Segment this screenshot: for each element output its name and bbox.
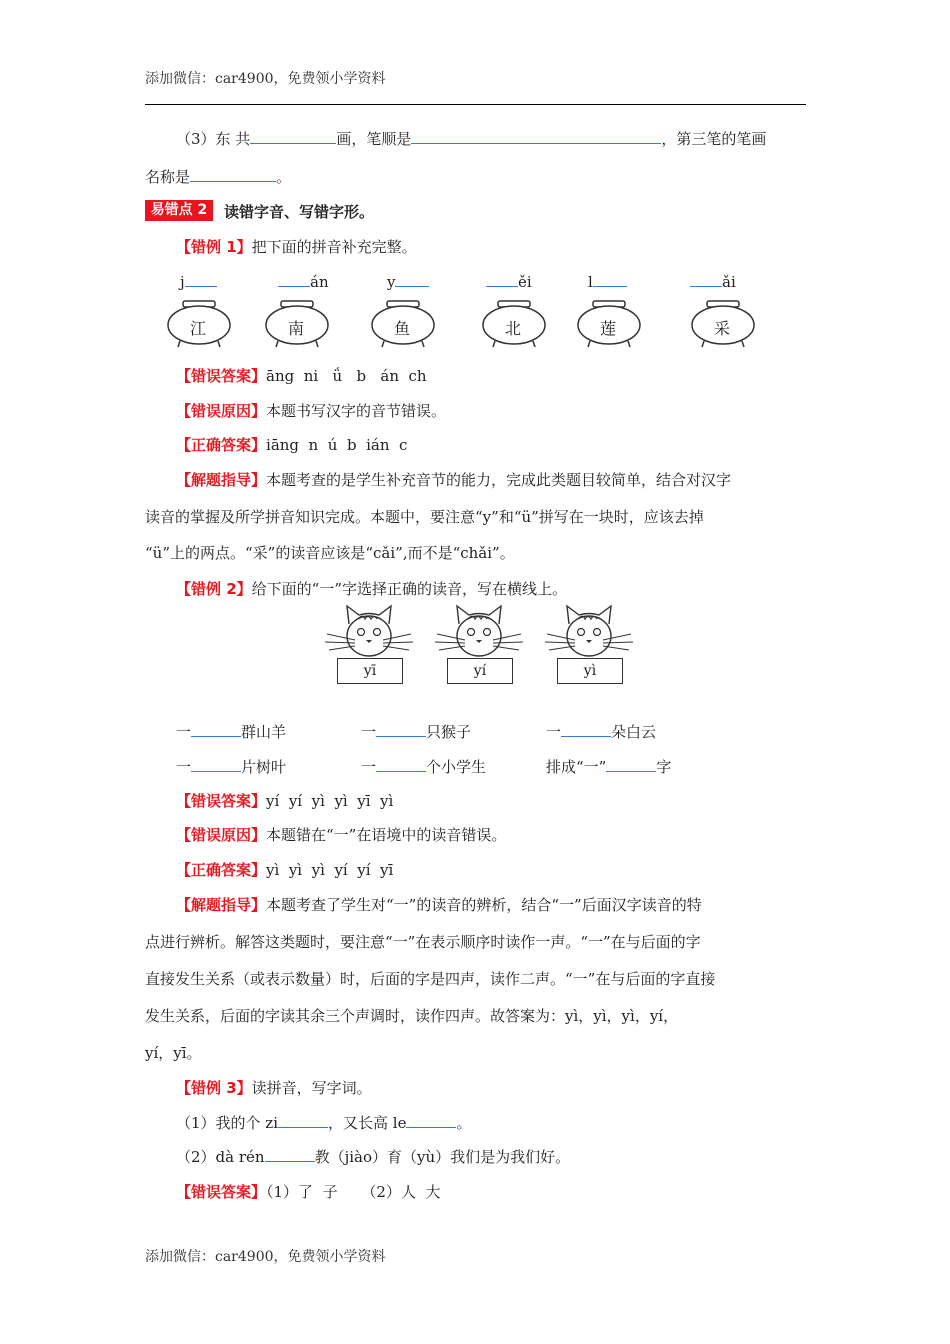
ex2-guide-2: 点进行辨析。解答这类题时，要注意“一”在表示顺序时读作一声。“一”在与后面的字	[145, 933, 701, 951]
pot-3	[370, 300, 436, 352]
ex3-wrong-label: 【错误答案】	[176, 1183, 267, 1201]
ex1-label: 【错例 1】	[176, 238, 252, 256]
fill-blank[interactable]	[191, 757, 241, 772]
ex3-label: 【错例 3】	[176, 1079, 252, 1097]
pot-char: 江	[189, 319, 206, 338]
ex2-guide-5: yí，yī。	[145, 1044, 202, 1062]
cat-3	[541, 602, 637, 679]
pot-char: 采	[713, 319, 730, 338]
page-header: 添加微信：car4900，免费领小学资料	[145, 71, 386, 87]
q3-text-b: 画，笔顺是	[336, 130, 412, 148]
ex1-guide-label: 【解题指导】	[176, 471, 267, 489]
page-footer: 添加微信：car4900，免费领小学资料	[145, 1249, 386, 1265]
pinyin-1: j	[180, 272, 217, 291]
pinyin-blank-2[interactable]	[278, 272, 310, 287]
fill-1: 一 群山羊	[176, 723, 287, 741]
point2-title: 读错字音、写错字形。	[224, 203, 375, 221]
fill-2: 一 只猴子	[361, 723, 472, 741]
ex2-correct	[176, 859, 393, 880]
pinyin-blank-4[interactable]	[486, 272, 518, 287]
q3-line1	[176, 128, 766, 149]
ex2-reason-text: 本题错在“一”在语境中的读音错误。	[266, 826, 507, 844]
q3-blank-2[interactable]	[411, 129, 661, 144]
cat-pinyin-box: yí	[447, 658, 513, 684]
q3-line2	[145, 166, 291, 187]
cat-1	[321, 602, 417, 679]
cat-icon	[541, 602, 637, 662]
q3-text-d: 名称是	[145, 168, 191, 186]
pinyin-2: án	[278, 272, 329, 291]
q3-text-c: ，第三笔的笔画	[661, 130, 767, 148]
fill-blank[interactable]	[606, 757, 656, 772]
cat-icon	[321, 602, 417, 662]
q3-text-a: （3）东 共	[176, 130, 251, 148]
pot-char: 北	[504, 319, 521, 338]
ex3-wrong-text: （1）了 子 （2）人 大	[266, 1183, 441, 1201]
fill-blank[interactable]	[376, 722, 426, 737]
ex3-line1: （1）我的个 zi ，又长高 le 。	[176, 1114, 472, 1132]
ex1-reason-label: 【错误原因】	[176, 402, 267, 420]
ex2-reason	[176, 824, 506, 845]
q3-text-e: 。	[276, 168, 292, 186]
pot-char: 鱼	[393, 319, 410, 338]
point2-badge: 易错点 2	[145, 200, 213, 221]
pot-char: 莲	[599, 319, 616, 338]
ex1-text: 把下面的拼音补充完整。	[251, 238, 417, 256]
pinyin-3: y	[387, 272, 429, 291]
ex1-correct	[176, 434, 407, 455]
ex1-heading	[176, 236, 417, 257]
ex3-wrong	[176, 1181, 441, 1202]
ex2-guide-label: 【解题指导】	[176, 896, 267, 914]
pinyin-blank-6[interactable]	[690, 272, 722, 287]
pot-5	[576, 300, 642, 352]
cat-pinyin-box: yī	[337, 658, 403, 684]
ex2-text: 给下面的“一”字选择正确的读音，写在横线上。	[251, 580, 568, 598]
ex2-heading	[176, 578, 567, 599]
pinyin-blank-1[interactable]	[185, 272, 217, 287]
pinyin-5: l	[588, 272, 627, 291]
ex2-correct-text: yì yì yì yí yí yī	[266, 861, 394, 879]
pot-1	[166, 300, 232, 352]
pinyin-4: ěi	[486, 272, 532, 291]
q3-blank-1[interactable]	[250, 129, 336, 144]
ex2-correct-label: 【正确答案】	[176, 861, 267, 879]
fill-blank[interactable]	[191, 722, 241, 737]
ex3-heading	[176, 1077, 372, 1098]
fill-blank[interactable]	[561, 722, 611, 737]
ex3-text: 读拼音，写字词。	[251, 1079, 372, 1097]
ex2-guide-1	[176, 894, 702, 915]
ex1-wrong-label: 【错误答案】	[176, 367, 267, 385]
ex3-line2: （2）dà rén 教（jiào）育（yù）我们是为我们好。	[176, 1148, 571, 1166]
ex1-reason-text: 本题书写汉字的音节错误。	[266, 402, 447, 420]
ex1-wrong	[176, 365, 427, 386]
ex1-reason	[176, 400, 446, 421]
ex1-guide-3: “ü”上的两点。“采”的读音应该是“cǎi”,而不是“chǎi”。	[145, 544, 515, 562]
ex1-wrong-text: āng ni ǘ b án ch	[266, 367, 427, 385]
fill-6: 排成“一” 字	[546, 758, 672, 776]
ex2-guide-text: 本题考查了学生对“一”的读音的辨析，结合“一”后面汉字读音的特	[266, 896, 702, 914]
ex2-reason-label: 【错误原因】	[176, 826, 267, 844]
ex1-guide-text: 本题考查的是学生补充音节的能力，完成此类题目较简单，结合对汉字	[266, 471, 732, 489]
pot-2	[264, 300, 330, 352]
pinyin-6: ǎi	[690, 272, 736, 291]
pot-4	[481, 300, 547, 352]
ex3-blank-1[interactable]	[278, 1113, 328, 1128]
fill-4: 一 片树叶	[176, 758, 287, 776]
ex2-guide-3: 直接发生关系（或表示数量）时，后面的字是四声，读作二声。“一”在与后面的字直接	[145, 970, 716, 988]
fill-blank[interactable]	[376, 757, 426, 772]
ex1-correct-label: 【正确答案】	[176, 436, 267, 454]
fill-3: 一 朵白云	[546, 723, 657, 741]
ex2-wrong-label: 【错误答案】	[176, 792, 267, 810]
ex2-label: 【错例 2】	[176, 580, 252, 598]
ex3-blank-2[interactable]	[406, 1113, 456, 1128]
fill-5: 一 个小学生	[361, 758, 487, 776]
ex1-correct-text: iāng n ú b ián c	[266, 436, 408, 454]
ex1-guide-1	[176, 469, 731, 490]
q3-blank-3[interactable]	[190, 167, 276, 182]
pinyin-blank-3[interactable]	[395, 272, 429, 287]
ex2-guide-4: 发生关系，后面的字读其余三个声调时，读作四声。故答案为：yì，yì，yì，yí，	[145, 1007, 679, 1025]
ex3-blank-3[interactable]	[265, 1147, 315, 1162]
pot-6	[690, 300, 756, 352]
pinyin-blank-5[interactable]	[593, 272, 627, 287]
ex2-wrong-text: yí yí yì yì yī yì	[266, 792, 394, 810]
cat-icon	[431, 602, 527, 662]
header-rule	[145, 104, 806, 105]
ex2-wrong	[176, 790, 393, 811]
pot-char: 南	[287, 319, 304, 338]
cat-pinyin-box: yì	[557, 658, 623, 684]
ex1-guide-2: 读音的掌握及所学拼音知识完成。本题中，要注意“y”和“ü”拼写在一块时，应该去掉	[145, 508, 704, 526]
cat-2	[431, 602, 527, 679]
